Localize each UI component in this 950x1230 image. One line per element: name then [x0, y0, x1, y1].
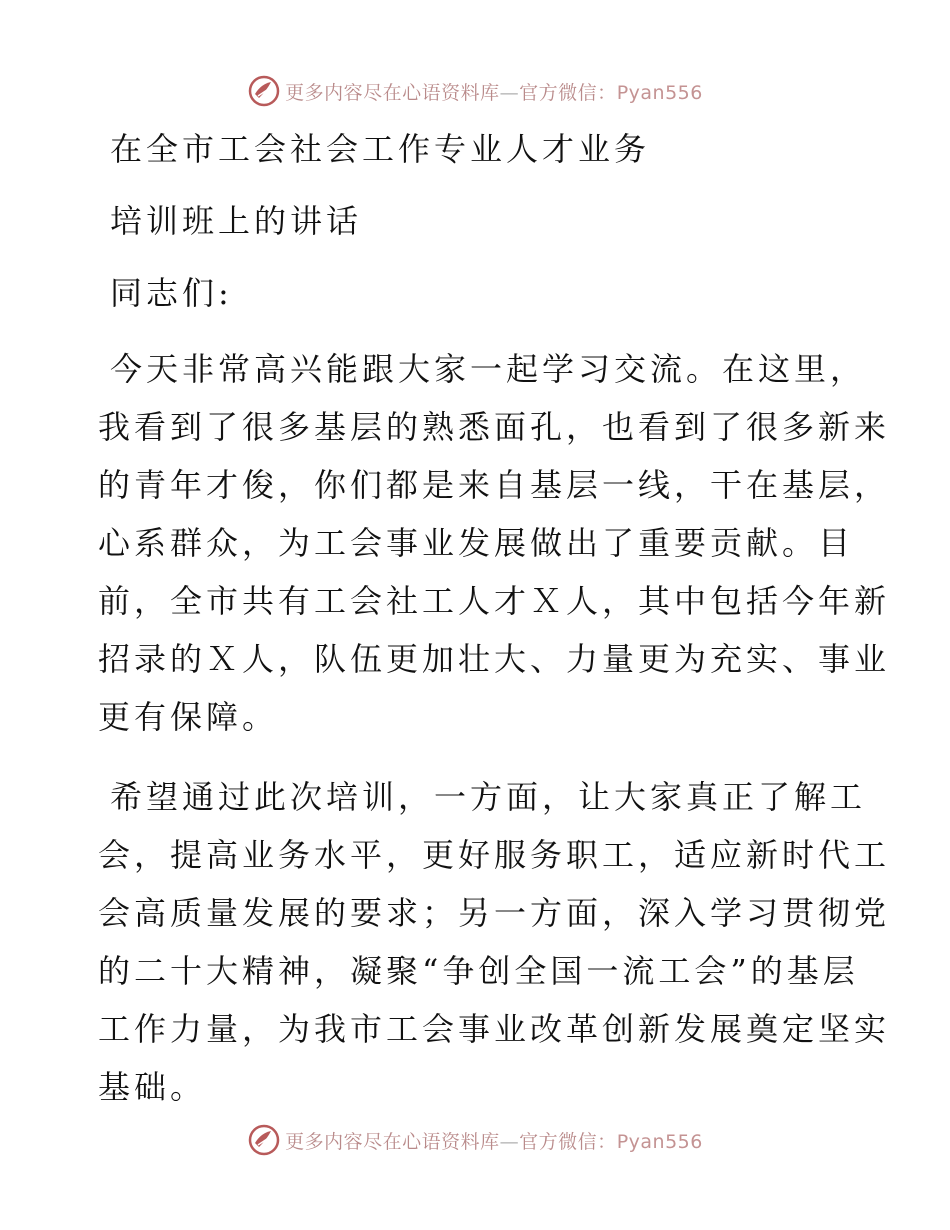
- paragraph-line: 更有保障。: [98, 698, 279, 736]
- watermark-suffix-text: 官方微信：: [519, 81, 617, 104]
- brand-logo-icon: [247, 74, 281, 108]
- paragraph-line: 的青年才俊，你们都是来自基层一线，干在基层，: [98, 466, 891, 504]
- paragraph-line: 今天非常高兴能跟大家一起学习交流。在这里，: [110, 350, 867, 388]
- watermark-dash: —: [499, 1130, 520, 1153]
- paragraph-line: 前，全市共有工会社工人才Ｘ人，其中包括今年新: [98, 582, 891, 620]
- document-title-line-2: 培训班上的讲话: [110, 202, 363, 240]
- header-watermark: [0, 71, 950, 111]
- watermark-suffix-text: 官方微信：: [519, 1130, 617, 1153]
- paragraph-line: 基础。: [98, 1068, 207, 1106]
- paragraph-line: 工作力量，为我市工会事业改革创新发展奠定坚实: [98, 1010, 891, 1048]
- paragraph-line: 心系群众，为工会事业发展做出了重要贡献。目: [98, 524, 855, 562]
- document-title-line-1: 在全市工会社会工作专业人才业务: [110, 130, 651, 168]
- watermark-wechat-id: Pyan556: [616, 81, 703, 104]
- footer-watermark: [0, 1120, 950, 1160]
- watermark-dash: —: [499, 81, 520, 104]
- paragraph-line: 会高质量发展的要求；另一方面，深入学习贯彻党: [98, 894, 891, 932]
- watermark-text: [285, 1127, 703, 1154]
- watermark-main-text: 更多内容尽在心语资料库: [285, 81, 500, 104]
- salutation: 同志们:: [110, 274, 233, 312]
- watermark-main-text: 更多内容尽在心语资料库: [285, 1130, 500, 1153]
- paragraph-line: 我看到了很多基层的熟悉面孔，也看到了很多新来: [98, 408, 891, 446]
- watermark-text: [285, 78, 703, 105]
- paragraph-line: 会，提高业务水平，更好服务职工，适应新时代工: [98, 836, 891, 874]
- watermark-wechat-id: Pyan556: [616, 1130, 703, 1153]
- brand-logo-icon: [247, 1123, 281, 1157]
- paragraph-1: [98, 340, 891, 746]
- paragraph-2: [98, 768, 891, 1116]
- paragraph-line: 招录的Ｘ人，队伍更加壮大、力量更为充实、事业: [98, 640, 891, 678]
- document-body: [98, 120, 891, 1116]
- paragraph-line: 希望通过此次培训，一方面，让大家真正了解工: [110, 778, 867, 816]
- paragraph-line: 的二十大精神，凝聚“争创全国一流工会”的基层: [98, 952, 859, 990]
